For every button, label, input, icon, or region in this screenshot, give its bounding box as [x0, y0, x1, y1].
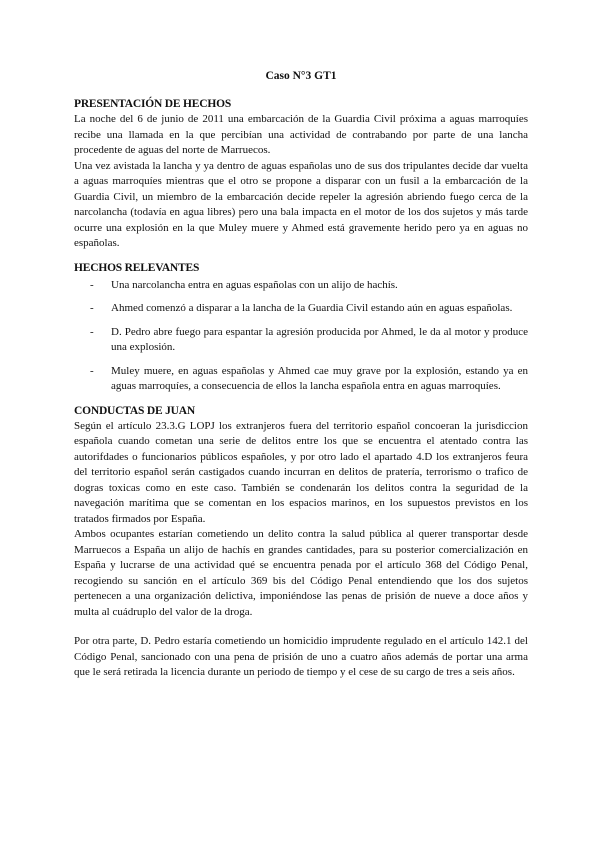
page-title: Caso N°3 GT1: [265, 70, 337, 82]
paragraph: Una vez avistada la lancha y ya dentro de aguas españolas uno de sus dos tripulantes decide dar vuelta a aguas marroquíes mientras que el otro se propone a disparar con un fusil a la embarcación de la Guardia Civil, un miembro de la embarcación decide repeler la agresión abriendo fuego cerca de la narcolancha (todavía en agua libres) pero una bala impacta en el motor de los dos sujetos y más tarde ocurre una explosión en la que Muley muere y Ahmed está gravemente herido pero ya en aguas no españolas.: [74, 159, 528, 249]
section-heading: HECHOS RELEVANTES: [74, 261, 200, 274]
paragraph: Según el artículo 23.3.G LOPJ los extranjeros fuera del territorio español concoeran la jurisdiccion española cuando cometan una serie de delitos entre los que se encuentra el atentado contra las autorifdades o funcionarios públicos españoles, y por otro lado el apartado 4.D los extranjeros feura del territorio español serán castigados cuando incurran en delitos de pratería, terrorismo o trafico de dogras toxicas como en este caso. También se condenarán los delitos contra la seguridad de la navegación marítima que se comentan en los espacios marinos, en los supuestos previstos en los tratados firmados por España.: [74, 419, 528, 525]
list-item-text: D. Pedro abre fuego para espantar la agresión producida por Ahmed, le da al motor y produce una explosión.: [111, 325, 528, 353]
paragraph: La noche del 6 de junio de 2011 una embarcación de la Guardia Civil próxima a aguas marroquíes recibe una llamada en la que percibían una actividad de contrabando por parte de una lancha procedente de aguas del norte de Marruecos.: [74, 113, 528, 156]
bullet-dash: -: [90, 302, 94, 314]
bullet-dash: -: [90, 278, 94, 291]
list-item: [74, 301, 528, 317]
bullet-dash: -: [90, 325, 94, 338]
section-heading: CONDUCTAS DE JUAN: [74, 404, 195, 417]
list-item: [74, 364, 528, 395]
list-item-text: Una narcolancha entra en aguas españolas con un alijo de hachís.: [111, 278, 398, 291]
bullet-dash: -: [90, 364, 94, 377]
section-presentacion: [74, 96, 528, 252]
paragraph: Ambos ocupantes estarían cometiendo un delito contra la salud pública al querer transportar desde Marruecos a España un alijo de hachís en grandes cantidades, para su posterior comercialización en España y lucrarse de una actividad qué se encuentra penada por el artículo 368 del Código Penal, recogiendo su sanción en el artículo 369 bis del Código Penal entendiendo que los dos sujetos pertenecen a una organización delictiva, imponiéndose las penas de prisión de nueve a doce años y multa al cuádruplo del valor de la droga.: [74, 528, 528, 618]
list-item-text: Ahmed comenzó a disparar a la lancha de la Guardia Civil estando aún en aguas españolas.: [111, 302, 513, 314]
section-heading: PRESENTACIÓN DE HECHOS: [74, 98, 232, 110]
paragraph-gap: [74, 620, 528, 634]
list-item: [74, 325, 528, 356]
paragraph: Por otra parte, D. Pedro estaría cometiendo un homicidio imprudente regulado en el artículo 142.1 del Código Penal, sancionado con una pena de prisión de uno a cuatro años además de portar una arma que le será retirada la licencia durante un periodo de tiempo y el cese de su cargo de tres a seis años.: [74, 635, 528, 678]
section-hechos-relevantes: [74, 260, 528, 395]
list-item-text: Muley muere, en aguas españolas y Ahmed cae muy grave por la explosión, estando ya en aguas marroquíes, a consecuencia de ellos la lancha española entra en aguas marroquíes.: [111, 364, 528, 392]
section-conductas: [74, 403, 528, 681]
facts-list: [74, 278, 528, 395]
list-item: [74, 278, 528, 294]
